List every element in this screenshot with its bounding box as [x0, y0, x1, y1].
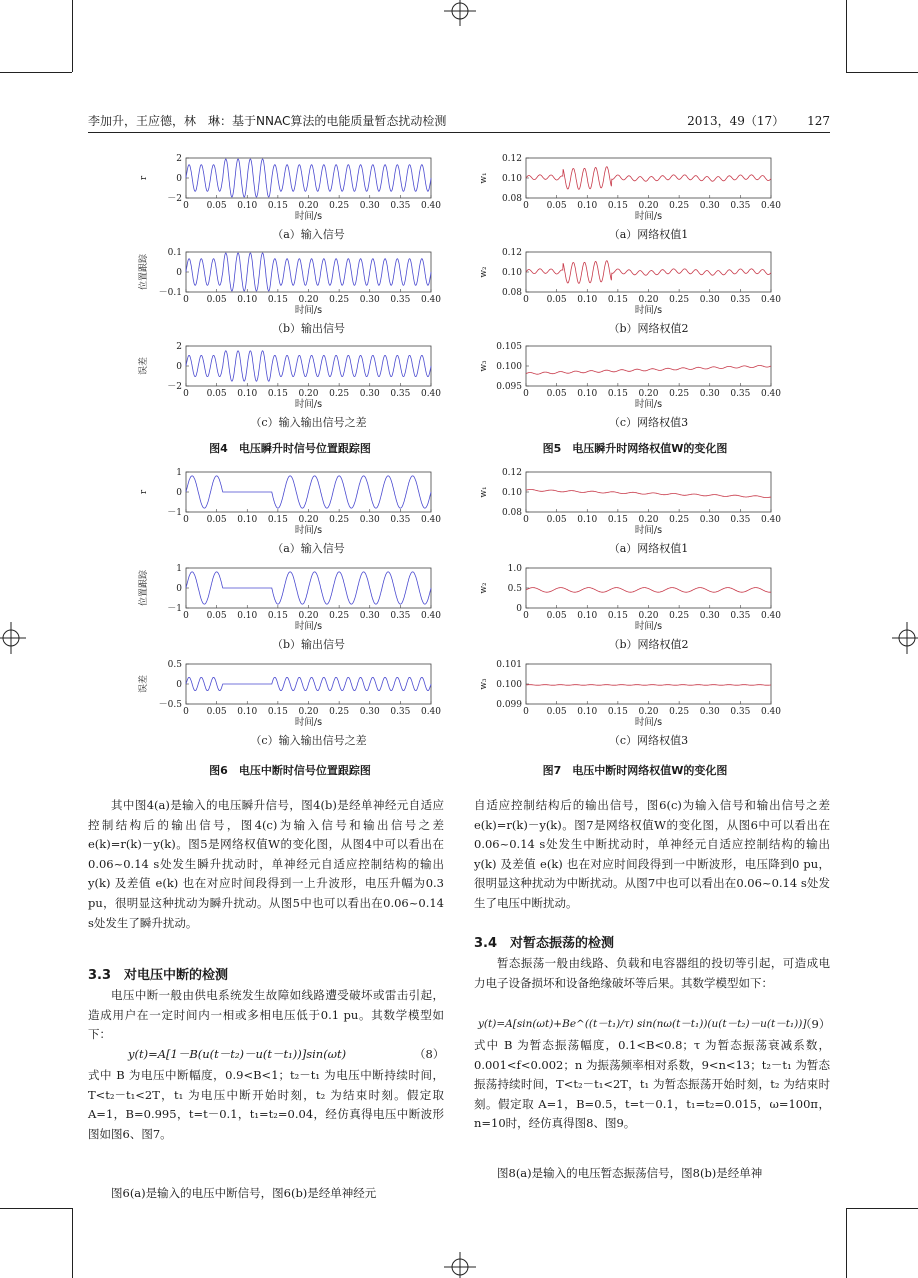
x-tick-label: 0.05 — [206, 707, 227, 717]
x-tick-label: 0.20 — [298, 515, 319, 525]
y-tick-label: －0.1 — [158, 288, 182, 298]
x-tick-label: 0.30 — [359, 707, 380, 717]
plot-svg — [466, 468, 782, 538]
paragraph: 式中 B 为暂态振荡幅度，0.1<B<0.8；τ 为暂态振荡衰减系数，0.001<f<0.002；n 为振荡频率相对系数，9<n<13；t₂－t₁ 为暂态振荡持续时间，T<t₂－t₁<2T，t₁ 为暂态振荡开始时刻，t₂ 为结束时刻。假定取 A=1，B=0.5，t=t－0.1，t₁=t₂=0.015，ω=100π，n=10时，经仿真得图8、图9。 — [474, 1038, 830, 1131]
equation-9: y(t)=A[sin(ωt)+Be^((t－t₁)/τ) sin(nω(t－t₁))(u(t－t₂)－u(t－t₁))] — [478, 1018, 807, 1030]
subfigure-caption: （a）网络权值1 — [608, 542, 689, 555]
x-tick-label: 0 — [183, 707, 189, 717]
x-tick-label: 0.35 — [730, 611, 751, 621]
x-tick-label: 0.35 — [390, 611, 411, 621]
plot-frame — [526, 252, 771, 292]
x-tick-label: 0.35 — [390, 201, 411, 211]
y-tick-label: 0 — [176, 488, 182, 498]
plot-panel — [466, 564, 782, 634]
plot-panel — [466, 660, 782, 730]
subfigure-caption: （a）网络权值1 — [608, 228, 689, 241]
y-axis-label: w₁ — [479, 172, 489, 184]
equation-8-number: （8） — [414, 1047, 445, 1061]
x-tick-label: 0.30 — [359, 611, 380, 621]
x-tick-label: 0.15 — [607, 201, 628, 211]
x-tick-label: 0.40 — [420, 515, 442, 525]
x-tick-label: 0.40 — [760, 611, 782, 621]
figure-caption: 图6 电压中断时信号位置跟踪图 — [209, 764, 371, 777]
y-tick-label: 0.100 — [496, 680, 522, 690]
y-axis-label: r — [139, 175, 149, 181]
x-axis-label: 时间/s — [634, 305, 663, 316]
left-column-paragraph-3 — [88, 1066, 444, 1144]
y-tick-label: 0.08 — [501, 508, 522, 518]
x-tick-label: 0.20 — [638, 389, 659, 399]
y-tick-label: 0.08 — [501, 194, 522, 204]
y-tick-label: 0.1 — [167, 248, 182, 258]
y-axis-label: 误差 — [139, 674, 149, 694]
y-axis-label: 误差 — [139, 356, 149, 376]
crop-mark — [0, 72, 72, 73]
x-tick-label: 0.05 — [546, 515, 567, 525]
signal-curve — [186, 351, 431, 381]
plot-frame — [526, 346, 771, 386]
x-tick-label: 0.20 — [298, 707, 319, 717]
plot-panel — [466, 154, 782, 224]
x-tick-label: 0.15 — [607, 515, 628, 525]
plot-panel — [126, 342, 442, 412]
plot-svg — [126, 660, 442, 730]
signal-curve — [186, 159, 431, 197]
x-tick-label: 0.05 — [206, 389, 227, 399]
y-tick-label: 0 — [176, 362, 182, 372]
x-tick-label: 0.15 — [607, 295, 628, 305]
registration-mark-left — [0, 618, 26, 658]
x-tick-label: 0 — [523, 707, 529, 717]
x-tick-label: 0.15 — [267, 295, 288, 305]
y-axis-label: 位置跟踪 — [139, 569, 149, 607]
y-tick-label: 0 — [176, 584, 182, 594]
x-tick-label: 0 — [183, 201, 189, 211]
signal-curve — [526, 490, 771, 498]
header-journal-page — [687, 112, 830, 129]
plot-frame — [526, 664, 771, 704]
y-tick-label: 0.095 — [496, 382, 522, 392]
x-tick-label: 0.15 — [267, 611, 288, 621]
signal-curve — [186, 253, 431, 291]
signal-curve — [526, 261, 771, 284]
x-axis-label: 时间/s — [634, 211, 663, 222]
plot-svg — [466, 154, 782, 224]
x-tick-label: 0.05 — [206, 515, 227, 525]
registration-mark-bottom — [440, 1252, 480, 1278]
x-tick-label: 0.10 — [577, 611, 598, 621]
x-tick-label: 0.05 — [206, 295, 227, 305]
x-tick-label: 0.05 — [546, 611, 567, 621]
x-tick-label: 0.05 — [546, 389, 567, 399]
x-tick-label: 0.30 — [699, 295, 720, 305]
x-tick-label: 0.20 — [298, 611, 319, 621]
plot-svg — [126, 468, 442, 538]
x-axis-label: 时间/s — [294, 621, 323, 632]
x-tick-label: 0.25 — [329, 707, 350, 717]
figure-caption: 图4 电压瞬升时信号位置跟踪图 — [209, 442, 371, 455]
x-tick-label: 0.10 — [237, 295, 258, 305]
x-tick-label: 0.15 — [267, 201, 288, 211]
x-tick-label: 0.10 — [237, 389, 258, 399]
x-axis-label: 时间/s — [634, 621, 663, 632]
x-tick-label: 0.10 — [577, 389, 598, 399]
y-axis-label: w₂ — [479, 582, 489, 594]
left-column-paragraph-4 — [88, 1184, 444, 1204]
plot-panel — [466, 468, 782, 538]
plot-panel — [126, 154, 442, 224]
crop-mark — [0, 1208, 72, 1209]
signal-curve — [186, 572, 431, 604]
x-tick-label: 0.25 — [329, 295, 350, 305]
section-heading-3-4: 3.4 对暂态振荡的检测 — [474, 936, 615, 951]
x-tick-label: 0.30 — [699, 611, 720, 621]
y-tick-label: 0.105 — [496, 342, 522, 352]
paragraph: 自适应控制结构后的输出信号，图6(c)为输入信号和输出信号之差 e(k)=r(k)－y(k)。图7是网络权值W的变化图，从图6中可以看出在0.06~0.14 s处发生中断扰动时，单神经元自适应控制结构的输出 y(k) 及差值 e(k) 也在对应时间段得到一中断波形，电压降到0 pu，很明显这种扰动为中断扰动。从图7中也可以看出在0.06~0.14 s处发生了电压中断扰动。 — [474, 798, 830, 910]
signal-curve — [186, 677, 431, 690]
y-tick-label: 1 — [176, 564, 182, 574]
plot-svg — [126, 564, 442, 634]
subfigure-caption: （c）输入输出信号之差 — [250, 416, 367, 429]
y-tick-label: 1.0 — [507, 564, 522, 574]
x-tick-label: 0.30 — [359, 389, 380, 399]
x-tick-label: 0.25 — [669, 389, 690, 399]
plot-svg — [466, 564, 782, 634]
subfigure-caption: （b）网络权值2 — [608, 638, 689, 651]
subfigure-caption: （b）输出信号 — [271, 322, 346, 335]
plot-svg — [466, 342, 782, 412]
x-tick-label: 0.25 — [329, 389, 350, 399]
plot-panel — [126, 248, 442, 318]
right-column-paragraph-4 — [474, 1164, 830, 1184]
right-column-paragraph-3 — [474, 1036, 830, 1134]
equation-9-number: （9） — [800, 1017, 831, 1031]
x-tick-label: 0.20 — [638, 707, 659, 717]
header-page-number: 127 — [807, 114, 830, 128]
x-tick-label: 0.25 — [669, 611, 690, 621]
y-axis-label: w₃ — [479, 360, 489, 372]
y-tick-label: －1 — [167, 508, 182, 518]
x-tick-label: 0.40 — [420, 201, 442, 211]
x-tick-label: 0.05 — [546, 295, 567, 305]
x-tick-label: 0.20 — [638, 295, 659, 305]
x-tick-label: 0.40 — [420, 707, 442, 717]
x-tick-label: 0.05 — [546, 201, 567, 211]
x-tick-label: 0 — [523, 389, 529, 399]
x-tick-label: 0.10 — [237, 201, 258, 211]
signal-curve — [526, 685, 771, 686]
y-tick-label: 0.10 — [501, 488, 522, 498]
x-tick-label: 0.10 — [237, 515, 258, 525]
x-tick-label: 0.15 — [607, 707, 628, 717]
y-tick-label: 2 — [176, 154, 182, 164]
x-tick-label: 0.05 — [206, 611, 227, 621]
x-tick-label: 0.35 — [730, 295, 751, 305]
x-tick-label: 0 — [523, 515, 529, 525]
x-tick-label: 0.05 — [546, 707, 567, 717]
subfigure-caption: （b）网络权值2 — [608, 322, 689, 335]
x-tick-label: 0.35 — [390, 295, 411, 305]
section-heading-3-3: 3.3 对电压中断的检测 — [88, 968, 229, 983]
x-axis-label: 时间/s — [634, 717, 663, 728]
x-tick-label: 0.35 — [730, 515, 751, 525]
subfigure-caption: （c）网络权值3 — [608, 734, 689, 747]
x-tick-label: 0.15 — [267, 515, 288, 525]
paragraph: 式中 B 为电压中断幅度，0.9<B<1；t₂－t₁ 为电压中断持续时间，T<t₂－t₁<2T，t₁ 为电压中断开始时刻，t₂ 为结束时刻。假定取 A=1，B=0.995，t=t－0.1，t₁=t₂=0.04，经仿真得电压中断波形图如图6、图7。 — [88, 1068, 444, 1141]
crop-mark — [72, 0, 73, 72]
y-axis-label: w₁ — [479, 486, 489, 498]
y-tick-label: 0.12 — [501, 154, 522, 164]
x-tick-label: 0.05 — [206, 201, 227, 211]
x-tick-label: 0.25 — [329, 611, 350, 621]
x-tick-label: 0.40 — [420, 389, 442, 399]
y-tick-label: 0 — [176, 268, 182, 278]
x-tick-label: 0.25 — [669, 201, 690, 211]
x-tick-label: 0.10 — [237, 611, 258, 621]
x-tick-label: 0 — [523, 295, 529, 305]
y-tick-label: 0 — [516, 604, 522, 614]
y-tick-label: 0.101 — [496, 660, 522, 670]
x-tick-label: 0.40 — [760, 707, 782, 717]
crop-mark — [72, 1208, 73, 1278]
x-tick-label: 0.40 — [420, 295, 442, 305]
x-tick-label: 0 — [523, 201, 529, 211]
x-axis-label: 时间/s — [634, 525, 663, 536]
signal-curve — [526, 588, 771, 593]
y-axis-label: r — [139, 489, 149, 495]
x-tick-label: 0.15 — [267, 707, 288, 717]
plot-svg — [126, 248, 442, 318]
x-tick-label: 0.30 — [359, 515, 380, 525]
x-tick-label: 0 — [183, 515, 189, 525]
x-tick-label: 0.10 — [577, 515, 598, 525]
x-tick-label: 0.20 — [298, 201, 319, 211]
x-tick-label: 0.20 — [298, 295, 319, 305]
subfigure-caption: （a）输入信号 — [272, 228, 345, 241]
y-tick-label: 0.100 — [496, 362, 522, 372]
plot-panel — [466, 248, 782, 318]
x-tick-label: 0.30 — [699, 389, 720, 399]
x-tick-label: 0.35 — [390, 389, 411, 399]
x-tick-label: 0.10 — [577, 295, 598, 305]
x-tick-label: 0.15 — [607, 611, 628, 621]
x-tick-label: 0.40 — [760, 515, 782, 525]
y-axis-label: 位置跟踪 — [139, 253, 149, 291]
y-tick-label: 0.099 — [496, 700, 522, 710]
x-tick-label: 0.35 — [390, 515, 411, 525]
header-title: 李加升，王应德，林 琳：基于NNAC算法的电能质量暂态扰动检测 — [88, 114, 447, 128]
y-tick-label: 0.12 — [501, 468, 522, 478]
plot-svg — [126, 342, 442, 412]
figure-caption: 图5 电压瞬升时网络权值W的变化图 — [542, 442, 728, 455]
x-tick-label: 0.15 — [607, 389, 628, 399]
y-tick-label: －0.5 — [158, 700, 182, 710]
x-tick-label: 0.40 — [420, 611, 442, 621]
x-tick-label: 0.25 — [669, 515, 690, 525]
plot-svg — [466, 660, 782, 730]
x-axis-label: 时间/s — [294, 305, 323, 316]
paragraph: 暂态振荡一般由线路、负载和电容器组的投切等引起，可造成电力电子设备损坏和设备绝缘破坏等后果。其数学模型如下： — [474, 956, 830, 990]
x-tick-label: 0.15 — [267, 389, 288, 399]
x-axis-label: 时间/s — [294, 399, 323, 410]
x-tick-label: 0 — [523, 611, 529, 621]
subfigure-caption: （c）输入输出信号之差 — [250, 734, 367, 747]
figure-caption: 图7 电压中断时网络权值W的变化图 — [542, 764, 728, 777]
x-tick-label: 0.25 — [329, 515, 350, 525]
x-axis-label: 时间/s — [294, 717, 323, 728]
x-tick-label: 0.20 — [638, 611, 659, 621]
right-column-paragraph-2 — [474, 954, 830, 993]
paragraph: 其中图4(a)是输入的电压瞬升信号，图4(b)是经单神经元自适应控制结构后的输出信号，图4(c)为输入信号和输出信号之差 e(k)=r(k)－y(k)。图5是网络权值W的变化图，从图4中可以看出在0.06~0.14 s处发生瞬升扰动时，单神经元自适应控制结构的输出 y(k) 及差值 e(k) 也在对应时间段得到一上升波形，电压升幅为0.3 pu，很明显这种扰动为瞬升扰动。从图5中也可以看出在0.06~0.14 s处发生了瞬升扰动。 — [88, 798, 444, 930]
y-tick-label: 0.5 — [167, 660, 182, 670]
paragraph: 电压中断一般由供电系统发生故障如线路遭受破坏或雷击引起，造成用户在一定时间内一相或多相电压低于0.1 pu。其数学模型如下： — [88, 988, 444, 1042]
registration-mark-top — [440, 0, 480, 26]
x-tick-label: 0.30 — [359, 295, 380, 305]
crop-mark — [846, 0, 847, 72]
header-journal: 2013，49（17） — [687, 114, 785, 128]
paragraph: 图8(a)是输入的电压暂态振荡信号，图8(b)是经单神 — [497, 1166, 763, 1180]
plot-panel — [126, 660, 442, 730]
y-tick-label: 0 — [176, 680, 182, 690]
y-tick-label: 2 — [176, 342, 182, 352]
x-tick-label: 0.40 — [760, 295, 782, 305]
left-column-paragraph-2 — [88, 986, 444, 1045]
registration-mark-right — [892, 618, 918, 658]
subfigure-caption: （a）输入信号 — [272, 542, 345, 555]
crop-mark — [846, 1208, 918, 1209]
plot-frame — [526, 158, 771, 198]
x-tick-label: 0.35 — [390, 707, 411, 717]
x-tick-label: 0 — [183, 295, 189, 305]
left-column-paragraph-1 — [88, 796, 444, 933]
y-tick-label: 0.08 — [501, 288, 522, 298]
x-tick-label: 0.35 — [730, 389, 751, 399]
x-axis-label: 时间/s — [294, 525, 323, 536]
x-tick-label: 0.40 — [760, 389, 782, 399]
y-tick-label: 0 — [176, 174, 182, 184]
plot-svg — [466, 248, 782, 318]
x-tick-label: 0 — [183, 389, 189, 399]
x-axis-label: 时间/s — [294, 211, 323, 222]
x-tick-label: 0 — [183, 611, 189, 621]
y-tick-label: －2 — [167, 194, 182, 204]
x-tick-label: 0.30 — [699, 707, 720, 717]
x-tick-label: 0.25 — [669, 295, 690, 305]
x-tick-label: 0.20 — [638, 515, 659, 525]
x-tick-label: 0.40 — [760, 201, 782, 211]
y-tick-label: 1 — [176, 468, 182, 478]
x-tick-label: 0.30 — [699, 201, 720, 211]
y-tick-label: 0.12 — [501, 248, 522, 258]
signal-curve — [186, 476, 431, 508]
y-axis-label: w₃ — [479, 678, 489, 690]
y-tick-label: 0.5 — [507, 584, 522, 594]
y-tick-label: －2 — [167, 382, 182, 392]
x-tick-label: 0.10 — [577, 707, 598, 717]
paragraph: 图6(a)是输入的电压中断信号，图6(b)是经单神经元 — [111, 1186, 377, 1200]
plot-panel — [126, 468, 442, 538]
subfigure-caption: （b）输出信号 — [271, 638, 346, 651]
signal-curve — [526, 167, 771, 190]
signal-curve — [526, 365, 771, 374]
x-tick-label: 0.30 — [699, 515, 720, 525]
crop-mark — [846, 72, 918, 73]
x-tick-label: 0.35 — [730, 201, 751, 211]
x-tick-label: 0.20 — [298, 389, 319, 399]
x-axis-label: 时间/s — [634, 399, 663, 410]
plot-svg — [126, 154, 442, 224]
plot-panel — [466, 342, 782, 412]
x-tick-label: 0.20 — [638, 201, 659, 211]
crop-mark — [846, 1208, 847, 1278]
y-tick-label: 0.10 — [501, 174, 522, 184]
x-tick-label: 0.10 — [577, 201, 598, 211]
y-axis-label: w₂ — [479, 266, 489, 278]
equation-8: y(t)=A[1－B(u(t－t₂)－u(t－t₁))]sin(ωt) — [128, 1047, 347, 1061]
x-tick-label: 0.35 — [730, 707, 751, 717]
x-tick-label: 0.25 — [669, 707, 690, 717]
plot-panel — [126, 564, 442, 634]
y-tick-label: －1 — [167, 604, 182, 614]
subfigure-caption: （c）网络权值3 — [608, 416, 689, 429]
right-column-paragraph-1 — [474, 796, 830, 914]
x-tick-label: 0.25 — [329, 201, 350, 211]
running-header — [88, 110, 830, 133]
y-tick-label: 0.10 — [501, 268, 522, 278]
x-tick-label: 0.30 — [359, 201, 380, 211]
x-tick-label: 0.10 — [237, 707, 258, 717]
